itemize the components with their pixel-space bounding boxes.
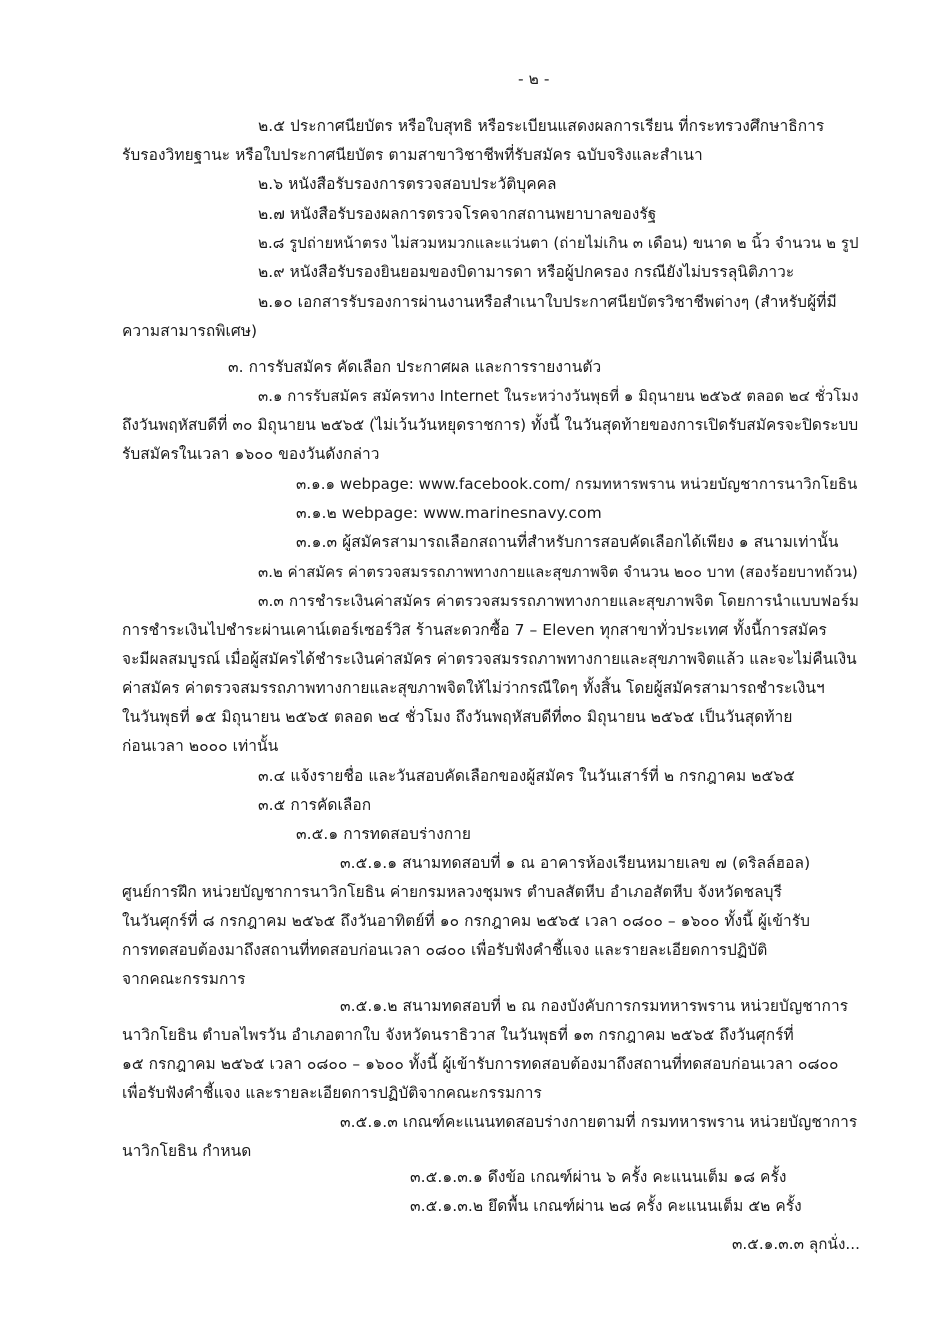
item-3-5-1-1-cont4: จากคณะกรรมการ (122, 970, 246, 988)
item-3-3-cont4: ในวันพุธที่ ๑๕ มิถุนายน ๒๕๖๕ ตลอด ๒๔ ชั่วโมง ถึงวันพฤหัสบดีที่๓๐ มิถุนายน ๒๕๖๕ เป็นวันสุดท้าย (122, 708, 793, 726)
item-2-8: ๒.๘ รูปถ่ายหน้าตรง ไม่สวมหมวกและแว่นตา (ถ่ายไม่เกิน ๓ เดือน) ขนาด ๒ นิ้ว จำนวน ๒ รูป (258, 234, 859, 252)
item-3-1-cont2: รับสมัครในเวลา ๑๖๐๐ ของวันดังกล่าว (122, 445, 380, 463)
item-3-4: ๓.๔ แจ้งรายชื่อ และวันสอบคัดเลือกของผู้สมัคร ในวันเสาร์ที่ ๒ กรกฎาคม ๒๕๖๕ (258, 767, 795, 785)
item-2-10-cont: ความสามารถพิเศษ) (122, 322, 258, 340)
item-3-5-1-2: ๓.๕.๑.๒ สนามทดสอบที่ ๒ ณ กองบังคับการกรมทหารพราน หน่วยบัญชาการ (340, 997, 849, 1015)
page-number: - ๒ - (518, 70, 550, 88)
item-3-5-1: ๓.๕.๑ การทดสอบร่างกาย (296, 825, 472, 843)
item-2-5-cont: รับรองวิทยฐานะ หรือใบประกาศนียบัตร ตามสาขาวิชาชีพที่รับสมัคร ฉบับจริงและสำเนา (122, 146, 703, 164)
item-2-6: ๒.๖ หนังสือรับรองการตรวจสอบประวัติบุคคล (258, 175, 557, 193)
item-3-5-1-3-cont: นาวิกโยธิน กำหนด (122, 1142, 252, 1160)
item-3-5-1-1-cont2: ในวันศุกร์ที่ ๘ กรกฎาคม ๒๕๖๕ ถึงวันอาทิตย์ที่ ๑๐ กรกฎาคม ๒๕๖๕ เวลา ๐๘๐๐ – ๑๖๐๐ ทั้งนี้ ผู้เข้ารับ (122, 912, 811, 930)
item-2-10: ๒.๑๐ เอกสารรับรองการผ่านงานหรือสำเนาใบประกาศนียบัตรวิชาชีพต่างๆ (สำหรับผู้ที่มี (258, 293, 837, 311)
item-3-3: ๓.๓ การชำระเงินค่าสมัคร ค่าตรวจสมรรถภาพทางกายและสุขภาพจิต โดยการนำแบบฟอร์ม (258, 592, 859, 610)
item-2-7: ๒.๗ หนังสือรับรองผลการตรวจโรคจากสถานพยาบาลของรัฐ (258, 205, 657, 223)
item-3-3-cont5: ก่อนเวลา ๒๐๐๐ เท่านั้น (122, 737, 279, 755)
item-3-1-cont: ถึงวันพฤหัสบดีที่ ๓๐ มิถุนายน ๒๕๖๕ (ไม่เว้นวันหยุดราชการ) ทั้งนี้ ในวันสุดท้ายของการเปิดรับสมัครจะปิดระบบ (122, 416, 859, 434)
item-3-5-1-2-cont3: เพื่อรับฟังคำชี้แจง และรายละเอียดการปฏิบัติจากคณะกรรมการ (122, 1084, 542, 1102)
item-3-5-1-1: ๓.๕.๑.๑ สนามทดสอบที่ ๑ ณ อาคารห้องเรียนหมายเลข ๗ (ดริลล์ฮอล) (340, 854, 811, 872)
item-3-5-1-2-cont1: นาวิกโยธิน ตำบลไพรวัน อำเภอตากใบ จังหวัดนราธิวาส ในวันพุธที่ ๑๓ กรกฎาคม ๒๕๖๕ ถึงวันศุกร์ที่ (122, 1026, 794, 1044)
item-3-1-2: ๓.๑.๒ webpage: www.marinesnavy.com (296, 504, 602, 522)
item-3-1-1: ๓.๑.๑ webpage: www.facebook.com/ กรมทหารพราน หน่วยบัญชาการนาวิกโยธิน (296, 475, 858, 493)
item-3-5-1-1-cont1: ศูนย์การฝึก หน่วยบัญชาการนาวิกโยธิน ค่ายกรมหลวงชุมพร ตำบลสัตหีบ อำเภอสัตหีบ จังหวัดชลบุรี (122, 883, 782, 901)
item-3-5-1-1-cont3: การทดสอบต้องมาถึงสถานที่ทดสอบก่อนเวลา ๐๘๐๐ เพื่อรับฟังคำชี้แจง และรายละเอียดการปฏิบัติ (122, 941, 768, 959)
item-3-5: ๓.๕ การคัดเลือก (258, 796, 372, 814)
item-3-5-1-3-2: ๓.๕.๑.๓.๒ ยึดพื้น เกณฑ์ผ่าน ๒๘ ครั้ง คะแนนเต็ม ๕๒ ครั้ง (410, 1197, 802, 1215)
item-3-5-1-3-1: ๓.๕.๑.๓.๑ ดึงข้อ เกณฑ์ผ่าน ๖ ครั้ง คะแนนเต็ม ๑๘ ครั้ง (410, 1168, 787, 1186)
continuation-marker: ๓.๕.๑.๓.๓ ลุกนั่ง... (732, 1235, 861, 1253)
item-3-5-1-2-cont2: ๑๕ กรกฎาคม ๒๕๖๕ เวลา ๐๘๐๐ – ๑๖๐๐ ทั้งนี้ ผู้เข้ารับการทดสอบต้องมาถึงสถานที่ทดสอบก่อนเวลา ๐๘๐๐ (122, 1055, 839, 1073)
item-3-3-cont1: การชำระเงินไปชำระผ่านเคาน์เตอร์เซอร์วิส ร้านสะดวกซื้อ 7 – Eleven ทุกสาขาทั่วประเทศ ทั้งนี้การสมัคร (122, 621, 827, 639)
item-3-5-1-3: ๓.๕.๑.๓ เกณฑ์คะแนนทดสอบร่างกายตามที่ กรมทหารพราน หน่วยบัญชาการ (340, 1113, 858, 1131)
section-3-heading: ๓. การรับสมัคร คัดเลือก ประกาศผล และการรายงานตัว (228, 358, 602, 376)
item-3-3-cont3: ค่าสมัคร ค่าตรวจสมรรถภาพทางกายและสุขภาพจิตให้ไม่ว่ากรณีใดๆ ทั้งสิ้น โดยผู้สมัครสามารถชำระเงินฯ (122, 679, 825, 697)
item-3-1: ๓.๑ การรับสมัคร สมัครทาง Internet ในระหว่างวันพุธที่ ๑ มิถุนายน ๒๕๖๕ ตลอด ๒๔ ชั่วโมง (258, 387, 859, 405)
item-3-3-cont2: จะมีผลสมบูรณ์ เมื่อผู้สมัครได้ชำระเงินค่าสมัคร ค่าตรวจสมรรถภาพทางกายและสุขภาพจิตแล้ว และจะไม่คืนเงิน (122, 650, 857, 668)
item-2-9: ๒.๙ หนังสือรับรองยินยอมของบิดามารดา หรือผู้ปกครอง กรณียังไม่บรรลุนิติภาวะ (258, 263, 795, 281)
item-3-2: ๓.๒ ค่าสมัคร ค่าตรวจสมรรถภาพทางกายและสุขภาพจิต จำนวน ๒๐๐ บาท (สองร้อยบาทถ้วน) (258, 563, 858, 581)
item-3-1-3: ๓.๑.๓ ผู้สมัครสามารถเลือกสถานที่สำหรับการสอบคัดเลือกได้เพียง ๑ สนามเท่านั้น (296, 533, 839, 551)
item-2-5: ๒.๕ ประกาศนียบัตร หรือใบสุทธิ หรือระเบียนแสดงผลการเรียน ที่กระทรวงศึกษาธิการ (258, 117, 825, 135)
